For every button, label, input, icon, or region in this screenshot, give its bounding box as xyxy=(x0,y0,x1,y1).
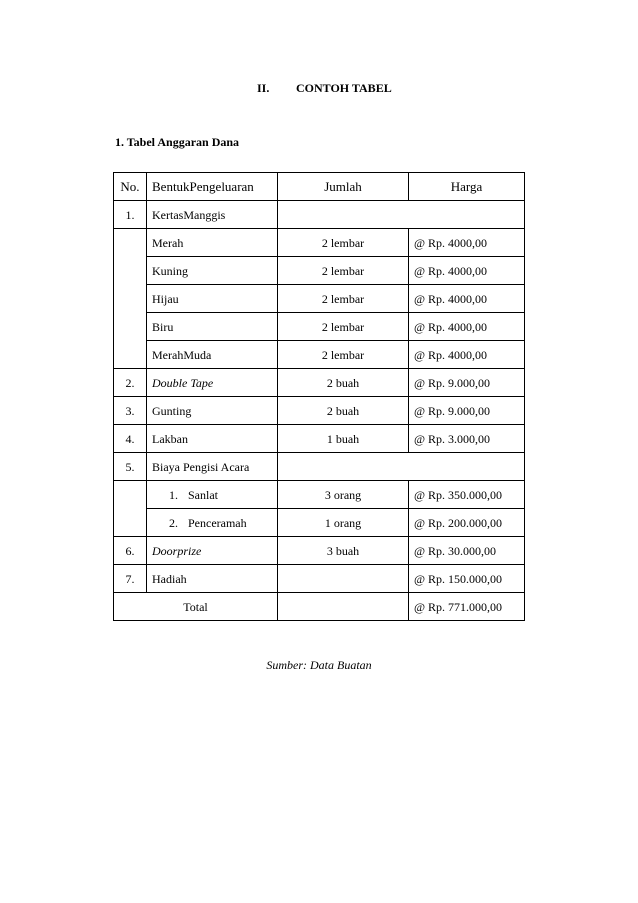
row-no: 6. xyxy=(114,537,147,565)
total-label: Total xyxy=(114,593,278,621)
row-item: Lakban xyxy=(147,425,278,453)
row-price: @ Rp. 4000,00 xyxy=(409,257,525,285)
header-price: Harga xyxy=(409,173,525,201)
row-qty: 1 orang xyxy=(278,509,409,537)
row-item: Double Tape xyxy=(147,369,278,397)
row-qty: 2 lembar xyxy=(278,257,409,285)
row-item xyxy=(147,509,278,537)
header-no: No. xyxy=(114,173,147,201)
row-item: Merah xyxy=(147,229,278,257)
sub-item-number: 1. xyxy=(169,487,178,502)
row-price: @ Rp. 9.000,00 xyxy=(409,369,525,397)
row-item: Gunting xyxy=(147,397,278,425)
section-title: CONTOH TABEL xyxy=(296,81,392,95)
row-qty: 3 orang xyxy=(278,481,409,509)
row-no: 1. xyxy=(114,201,147,229)
section-number: II. xyxy=(257,81,270,95)
row-price: @ Rp. 4000,00 xyxy=(409,341,525,369)
row-item: KertasManggis xyxy=(147,201,278,229)
row-price: @ Rp. 9.000,00 xyxy=(409,397,525,425)
row-item: Biaya Pengisi Acara xyxy=(147,453,278,481)
row-price: @ Rp. 3.000,00 xyxy=(409,425,525,453)
table-row xyxy=(114,565,525,593)
row-qty: 2 buah xyxy=(278,369,409,397)
table-source: Sumber: Data Buatan xyxy=(266,658,372,672)
row-price: @ Rp. 4000,00 xyxy=(409,285,525,313)
table-row xyxy=(114,537,525,565)
row-price: @ Rp. 4000,00 xyxy=(409,313,525,341)
row-no: 5. xyxy=(114,453,147,481)
row-item: Kuning xyxy=(147,257,278,285)
table-row xyxy=(114,481,525,509)
table-row xyxy=(114,341,525,369)
row-price: @ Rp. 30.000,00 xyxy=(409,537,525,565)
row-item: Biru xyxy=(147,313,278,341)
row-qty: 3 buah xyxy=(278,537,409,565)
row-empty xyxy=(278,453,525,481)
row-price: @ Rp. 150.000,00 xyxy=(409,565,525,593)
budget-table xyxy=(113,172,525,621)
row-no-empty xyxy=(114,229,147,369)
table-row xyxy=(114,201,525,229)
row-price: @ Rp. 4000,00 xyxy=(409,229,525,257)
row-qty: 2 buah xyxy=(278,397,409,425)
row-no-empty xyxy=(114,481,147,537)
table-row xyxy=(114,369,525,397)
section-heading xyxy=(0,81,638,99)
table-row xyxy=(114,313,525,341)
table-row xyxy=(114,425,525,453)
row-qty: 2 lembar xyxy=(278,229,409,257)
table-row xyxy=(114,285,525,313)
row-item xyxy=(147,481,278,509)
row-no: 4. xyxy=(114,425,147,453)
row-no: 3. xyxy=(114,397,147,425)
table-row xyxy=(114,453,525,481)
total-row xyxy=(114,593,525,621)
row-qty: 2 lembar xyxy=(278,285,409,313)
sub-item-number: 2. xyxy=(169,515,178,530)
total-qty xyxy=(278,593,409,621)
row-qty: 2 lembar xyxy=(278,313,409,341)
table-row xyxy=(114,229,525,257)
table-row xyxy=(114,397,525,425)
table-row xyxy=(114,509,525,537)
row-no: 2. xyxy=(114,369,147,397)
row-item: Doorprize xyxy=(147,537,278,565)
row-no: 7. xyxy=(114,565,147,593)
sub-item-label: Sanlat xyxy=(188,487,218,502)
sub-item-label: Penceramah xyxy=(188,515,247,530)
table-title: 1. Tabel Anggaran Dana xyxy=(115,135,240,149)
row-empty xyxy=(278,201,525,229)
header-qty: Jumlah xyxy=(278,173,409,201)
table-row xyxy=(114,257,525,285)
total-price: @ Rp. 771.000,00 xyxy=(409,593,525,621)
header-item: BentukPengeluaran xyxy=(147,173,278,201)
row-item: MerahMuda xyxy=(147,341,278,369)
row-price: @ Rp. 350.000,00 xyxy=(409,481,525,509)
row-qty: 1 buah xyxy=(278,425,409,453)
row-item: Hijau xyxy=(147,285,278,313)
row-item: Hadiah xyxy=(147,565,278,593)
row-qty: 2 lembar xyxy=(278,341,409,369)
row-qty xyxy=(278,565,409,593)
row-price: @ Rp. 200.000,00 xyxy=(409,509,525,537)
table-header-row xyxy=(114,173,525,201)
